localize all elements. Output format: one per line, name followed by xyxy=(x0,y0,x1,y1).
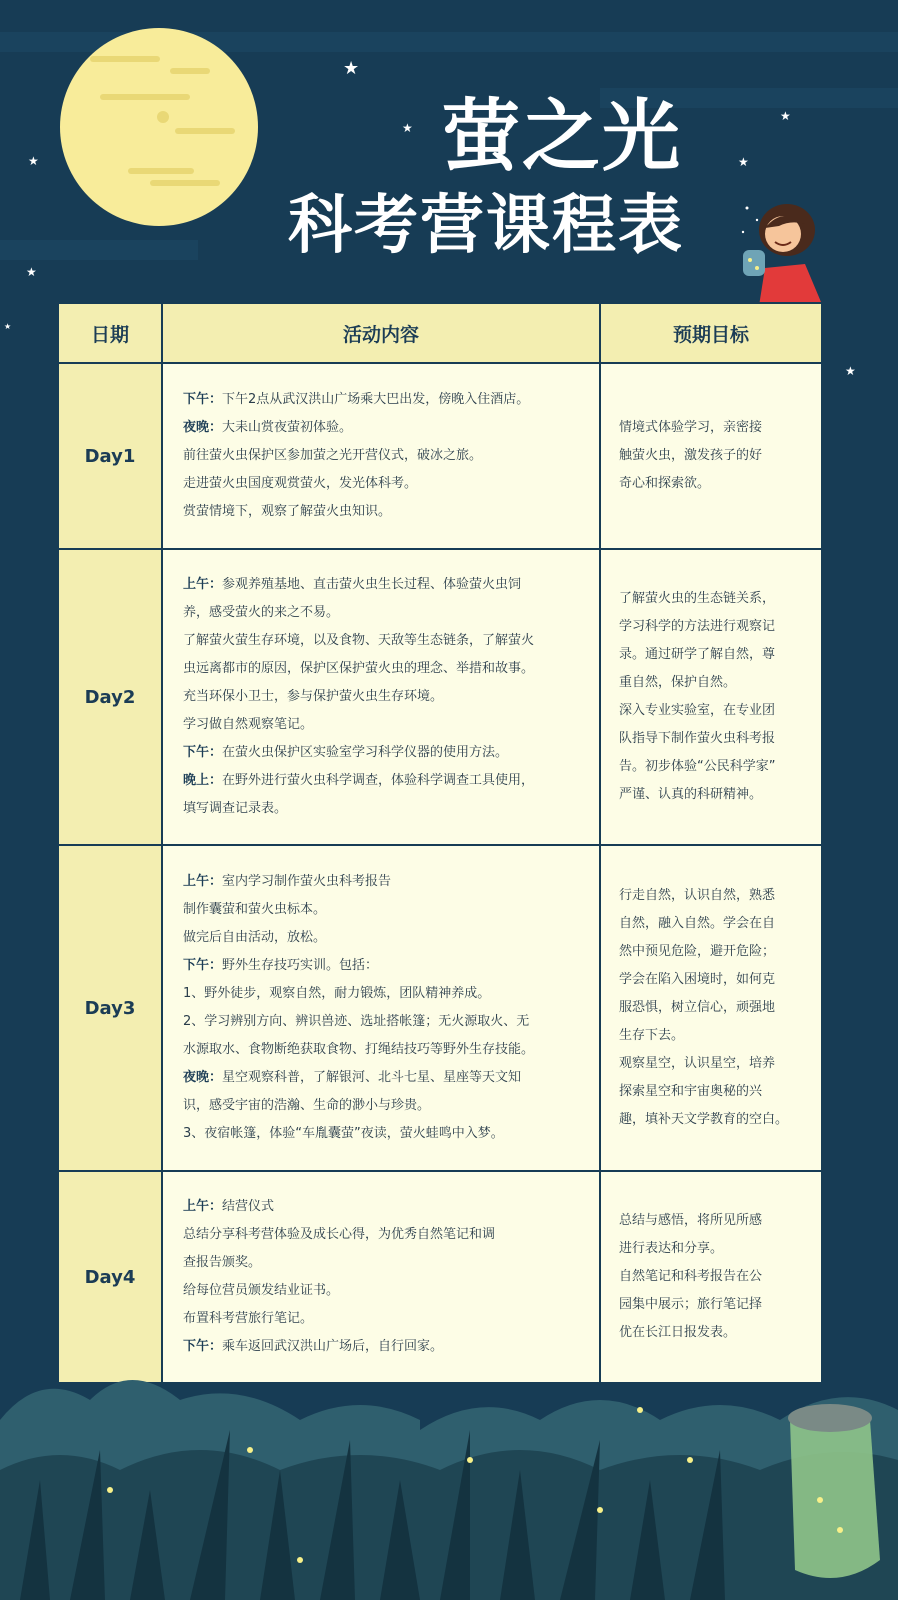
activity-line xyxy=(183,711,585,739)
table-row xyxy=(58,549,822,845)
goal-line: 总结与感悟，将所见所感 xyxy=(619,1213,763,1228)
activity-text: 给每位营员颁发结业证书。 xyxy=(183,1283,340,1298)
activity-text: 前往萤火虫保护区参加萤之光开营仪式，破冰之旅。 xyxy=(183,448,483,463)
table-row xyxy=(58,363,822,549)
goal-cell xyxy=(600,1171,822,1383)
goal-cell xyxy=(600,845,822,1171)
activity-cell xyxy=(162,363,600,549)
activity-line xyxy=(183,1193,585,1221)
header-date: 日期 xyxy=(58,303,162,363)
goal-cell xyxy=(600,549,822,845)
activity-text: 制作囊萤和萤火虫标本。 xyxy=(183,902,327,917)
time-label: 晚上： xyxy=(183,773,223,788)
activity-line xyxy=(183,1305,585,1333)
goal-line: 趣，填补天文学教育的空白。 xyxy=(619,1112,789,1127)
sky-stripe xyxy=(0,240,198,260)
star-icon: ★ xyxy=(26,265,37,279)
activity-text: 识，感受宇宙的浩瀚、生命的渺小与珍贵。 xyxy=(183,1098,431,1113)
page-subtitle: 科考营课程表 xyxy=(288,189,684,263)
activity-text: 在野外进行萤火虫科学调查，体验科学调查工具使用， xyxy=(222,773,535,788)
activity-text: 结营仪式 xyxy=(222,1199,275,1214)
goal-line: 重自然，保护自然。 xyxy=(619,675,737,690)
activity-text: 3、夜宿帐篷，体验“车胤囊萤”夜读，萤火蛙鸣中入梦。 xyxy=(183,1126,504,1141)
goal-line: 服恐惧，树立信心，顽强地 xyxy=(619,1000,776,1015)
activity-line xyxy=(183,952,585,980)
activity-line xyxy=(183,1036,585,1064)
activity-text: 下午2点从武汉洪山广场乘大巴出发，傍晚入住酒店。 xyxy=(222,392,530,407)
activity-text: 充当环保小卫士，参与保护萤火虫生存环境。 xyxy=(183,689,444,704)
activity-text: 总结分享科考营体验及成长心得，为优秀自然笔记和调 xyxy=(183,1227,496,1242)
goal-line: 了解萤火虫的生态链关系， xyxy=(619,591,776,606)
activity-line xyxy=(183,442,585,470)
day-label: Day4 xyxy=(58,1171,162,1383)
activity-cell xyxy=(162,845,600,1171)
activity-cell xyxy=(162,1171,600,1383)
activity-line xyxy=(183,683,585,711)
goal-line: 告。初步体验“公民科学家” xyxy=(619,759,776,774)
goal-line: 然中预见危险，避开危险； xyxy=(619,944,776,959)
table-row xyxy=(58,1171,822,1383)
goal-line: 园集中展示；旅行笔记择 xyxy=(619,1297,763,1312)
activity-line xyxy=(183,1064,585,1092)
activity-line xyxy=(183,767,585,795)
activity-line xyxy=(183,470,585,498)
activity-text: 虫远离都市的原因，保护区保护萤火虫的理念、举措和故事。 xyxy=(183,661,535,676)
star-icon: ★ xyxy=(4,322,12,331)
activity-line xyxy=(183,924,585,952)
moon-icon xyxy=(60,28,258,226)
activity-line xyxy=(183,414,585,442)
time-label: 下午： xyxy=(183,745,223,760)
goal-line: 队指导下制作萤火虫科考报 xyxy=(619,731,776,746)
activity-line xyxy=(183,655,585,683)
goal-line: 生存下去。 xyxy=(619,1028,685,1043)
activity-text: 查报告颁奖。 xyxy=(183,1255,262,1270)
star-icon: ★ xyxy=(343,58,360,79)
activity-text: 星空观察科普，了解银河、北斗七星、星座等天文知 xyxy=(222,1070,522,1085)
activity-text: 1、野外徒步，观察自然，耐力锻炼，团队精神养成。 xyxy=(183,986,491,1001)
time-label: 夜晚： xyxy=(183,420,223,435)
activity-text: 赏萤情境下，观察了解萤火虫知识。 xyxy=(183,504,392,519)
star-icon: ★ xyxy=(402,121,413,135)
star-icon: ★ xyxy=(28,154,39,168)
goal-cell xyxy=(600,363,822,549)
goal-line: 录。通过研学了解自然，尊 xyxy=(619,647,776,662)
activity-text: 室内学习制作萤火虫科考报告 xyxy=(222,874,392,889)
goal-line: 情境式体验学习，亲密接 xyxy=(619,420,763,435)
goal-line: 自然，融入自然。学会在自 xyxy=(619,916,776,931)
header-goal: 预期目标 xyxy=(600,303,822,363)
activity-line xyxy=(183,386,585,414)
goal-line: 探索星空和宇宙奥秘的兴 xyxy=(619,1084,763,1099)
star-icon: ★ xyxy=(780,109,791,123)
time-label: 下午： xyxy=(183,392,223,407)
table-header-row xyxy=(58,303,822,363)
activity-text: 大耒山赏夜萤初体验。 xyxy=(222,420,353,435)
activity-text: 水源取水、食物断绝获取食物、打绳结技巧等野外生存技能。 xyxy=(183,1042,535,1057)
activity-line xyxy=(183,627,585,655)
time-label: 上午： xyxy=(183,874,223,889)
goal-line: 进行表达和分享。 xyxy=(619,1241,724,1256)
activity-text: 了解萤火萤生存环境，以及食物、天敌等生态链条，了解萤火 xyxy=(183,633,535,648)
activity-text: 2、学习辨别方向、辨识兽迹、选址搭帐篷；无火源取火、无 xyxy=(183,1014,530,1029)
activity-text: 学习做自然观察笔记。 xyxy=(183,717,314,732)
activity-text: 在萤火虫保护区实验室学习科学仪器的使用方法。 xyxy=(222,745,509,760)
day-label: Day3 xyxy=(58,845,162,1171)
day-label: Day1 xyxy=(58,363,162,549)
star-icon: ★ xyxy=(738,155,749,169)
star-icon: ★ xyxy=(845,364,856,378)
activity-text: 走进萤火虫国度观赏萤火，发光体科考。 xyxy=(183,476,418,491)
goal-line: 奇心和探索欲。 xyxy=(619,476,711,491)
activity-line xyxy=(183,896,585,924)
page-title: 萤之光 xyxy=(442,92,683,182)
time-label: 夜晚： xyxy=(183,1070,223,1085)
goal-line: 深入专业实验室，在专业团 xyxy=(619,703,776,718)
goal-line: 行走自然，认识自然，熟悉 xyxy=(619,888,776,903)
activity-line xyxy=(183,498,585,526)
goal-line: 学会在陷入困境时，如何克 xyxy=(619,972,776,987)
activity-line xyxy=(183,795,585,823)
activity-text: 养，感受萤火的来之不易。 xyxy=(183,605,340,620)
goal-line: 严谨、认真的科研精神。 xyxy=(619,787,763,802)
goal-line: 触萤火虫，激发孩子的好 xyxy=(619,448,763,463)
time-label: 上午： xyxy=(183,1199,223,1214)
activity-line xyxy=(183,1249,585,1277)
time-label: 下午： xyxy=(183,958,223,973)
activity-line xyxy=(183,980,585,1008)
activity-line xyxy=(183,1277,585,1305)
activity-line xyxy=(183,599,585,627)
activity-text: 野外生存技巧实训。包括： xyxy=(222,958,379,973)
activity-line xyxy=(183,1092,585,1120)
time-label: 上午： xyxy=(183,577,223,592)
activity-text: 乘车返回武汉洪山广场后，自行回家。 xyxy=(222,1339,444,1354)
activity-line xyxy=(183,868,585,896)
activity-line xyxy=(183,571,585,599)
activity-cell xyxy=(162,549,600,845)
activity-line xyxy=(183,1008,585,1036)
activity-line xyxy=(183,739,585,767)
course-schedule-table xyxy=(57,302,823,1384)
time-label: 下午： xyxy=(183,1339,223,1354)
night-grass-scenery xyxy=(0,1360,898,1600)
activity-text: 参观养殖基地、直击萤火虫生长过程、体验萤火虫饲 xyxy=(222,577,522,592)
goal-line: 学习科学的方法进行观察记 xyxy=(619,619,776,634)
goal-line: 观察星空，认识星空，培养 xyxy=(619,1056,776,1071)
goal-line: 优在长江日报发表。 xyxy=(619,1325,737,1340)
activity-text: 布置科考营旅行笔记。 xyxy=(183,1311,314,1326)
header-activity: 活动内容 xyxy=(162,303,600,363)
activity-line xyxy=(183,1120,585,1148)
day-label: Day2 xyxy=(58,549,162,845)
activity-text: 做完后自由活动，放松。 xyxy=(183,930,327,945)
table-row xyxy=(58,845,822,1171)
activity-line xyxy=(183,1221,585,1249)
activity-line xyxy=(183,1333,585,1361)
activity-text: 填写调查记录表。 xyxy=(183,801,288,816)
goal-line: 自然笔记和科考报告在公 xyxy=(619,1269,763,1284)
